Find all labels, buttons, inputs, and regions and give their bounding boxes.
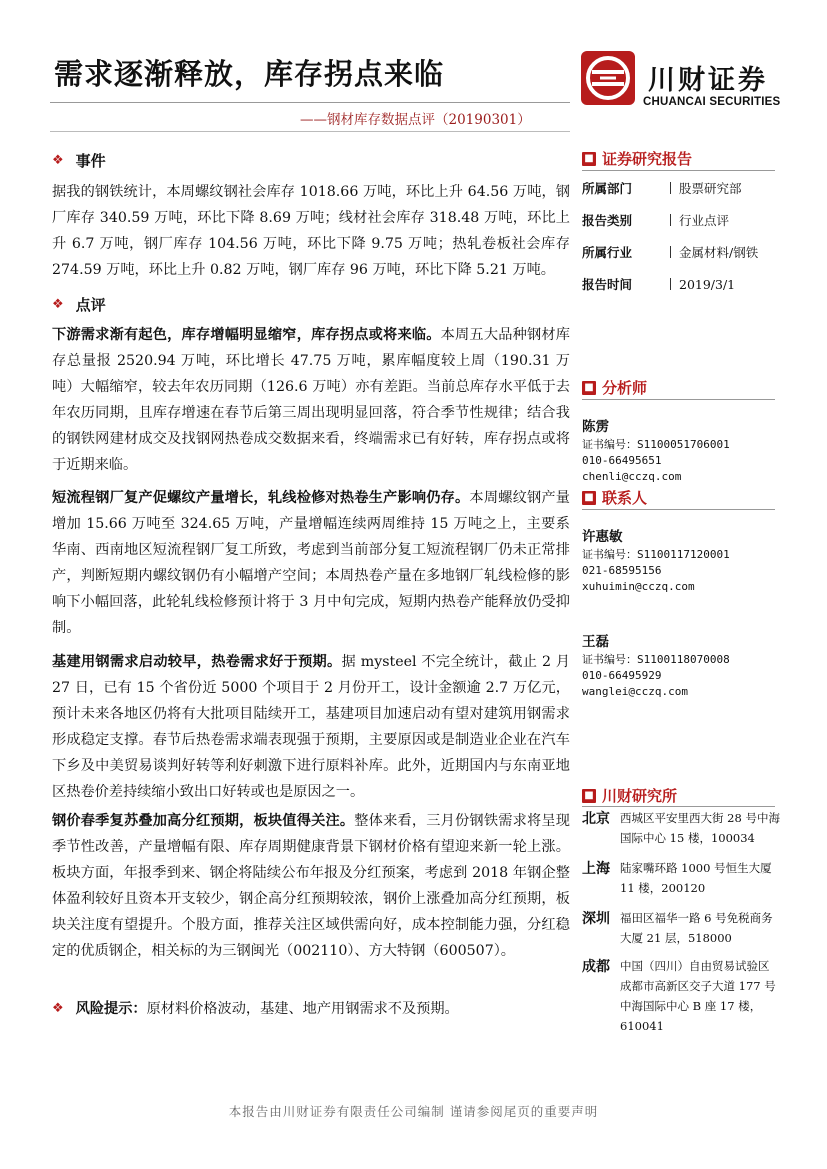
analyst-icon: ■ [582,381,596,395]
event-heading: ❖ 事件 [52,152,106,170]
analyst-section: ■ 分析师 [582,377,782,398]
sidebar-divider [582,170,775,171]
comment-paragraph-2: 短流程钢厂复产促螺纹产量增长，轧线检修对热卷生产影响仍存。本周螺纹钢产量增加 15.66 万吨至 324.65 万吨，产量增幅连续两周维持 15 万吨之上，主要系华南、西南地区短流程钢厂复工所致，考虑到当前部分复工短流程钢厂仍未正常排产，判断短期内螺纹钢仍有小幅增产空间；本周热卷产量在多地钢厂轧线检修的影响下小幅回落，此轮轧线检修预计将于 3 月中旬完成，短期内热卷产能释放仍受抑制。 [52,490,570,636]
comment-paragraph-4: 钢价春季复苏叠加高分红预期，板块值得关注。整体来看，三月份钢铁需求将呈现季节性改善，产量增幅有限、库存周期健康背景下钢材价格有望迎来新一轮上涨。板块方面，年报季到来、钢企将陆续公布年报及分红预案，考虑到 2018 年钢企整体盈利较好且资本开支较少，钢企高分红预期较浓，钢价上涨叠加高分红预期，板块关注度有望提升。个股方面，推荐关注区域供需向好，成本控制能力强，分红稳定的优质钢企，相关标的为三钢闽光（002110）、方大特钢（600507）。 [52,813,570,959]
info-row-department: 所属部门 股票研究部 [582,181,742,196]
sidebar-divider [582,509,775,510]
risk-warning: ❖ 风险提示：原材料价格波动，基建、地产用钢需求不及预期。 [52,1000,459,1017]
analyst-email[interactable]: chenli@cczq.com [582,470,682,483]
office-beijing: 北京 西城区平安里西大街 28 号中海国际中心 15 楼，100034 [582,811,780,845]
info-row-date: 报告时间 2019/3/1 [582,276,736,292]
info-row-industry: 所属行业 金属材料/钢铁 [582,245,759,260]
institute-section: ■ 川财研究所 [582,785,782,806]
sidebar-divider [582,399,775,400]
diamond-bullet-icon: ❖ [52,153,64,168]
contact-section: ■ 联系人 [582,487,782,508]
contact-card-1: 许惠敏 证书编号：S1100117120001 021-68595156 xuhuimin@cczq.com [582,525,782,595]
report-heading: ■ 证券研究报告 [582,148,782,169]
report-subtitle: ——钢材库存数据点评（20190301） [300,112,531,128]
brand-name-en: CHUANCAI SECURITIES [643,96,781,108]
comment-paragraph-3: 基建用钢需求启动较早，热卷需求好于预期。据 mysteel 不完全统计，截止 2 月 27 日，已有 15 个省份近 5000 个项目于 2 月份开工，设计金额逾 2.7 万亿元，预计未来各地区仍将有大批项目陆续开工，基建项目加速启动有望对建筑用钢需求形成稳定支撑。春节后热卷需求端表现强于预期，主要原因或是制造业企业在汽车下乡及中美贸易谈判好转等利好刺激下进行原料补库。此外，近期国内与东南亚地区热卷价差持续缩小致出口好转或也是原因之一。 [52,654,570,800]
contact-card-2: 王磊 证书编号：S1100118070008 010-66495929 wanglei@cczq.com [582,630,782,700]
diamond-bullet-icon: ❖ [52,297,64,312]
contact-icon: ■ [582,491,596,505]
sidebar-divider [582,806,775,807]
report-icon: ■ [582,152,596,166]
info-row-category: 报告类别 行业点评 [582,213,730,228]
analyst-card: 陈雳 证书编号：S1100051706001 010-66495651 chenli@cczq.com [582,415,782,485]
subtitle-divider [50,131,570,132]
office-shenzhen: 深圳 福田区福华一路 6 号免税商务大厦 21 层，518000 [582,911,773,945]
contact-email[interactable]: xuhuimin@cczq.com [582,580,695,593]
contact-email[interactable]: wanglei@cczq.com [582,685,688,698]
institute-icon: ■ [582,789,596,803]
report-title: 需求逐渐释放，库存拐点来临 [54,57,445,91]
brand-name-cn: 川财证券 [648,65,768,96]
comment-heading: ❖ 点评 [52,296,106,314]
office-shanghai: 上海 陆家嘴环路 1000 号恒生大厦 11 楼，200120 [582,861,772,895]
report-info-list [582,172,782,300]
title-divider [50,102,570,103]
footer-disclaimer: 本报告由川财证券有限责任公司编制 谨请参阅尾页的重要声明 [228,1104,599,1119]
event-paragraph: 据我的钢铁统计，本周螺纹钢社会库存 1018.66 万吨，环比上升 64.56 万吨，钢厂库存 340.59 万吨，环比下降 8.69 万吨；线材社会库存 318.48 万吨，环比上升 6.7 万吨，钢厂库存 104.56 万吨，环比下降 9.75 万吨；热轧卷板社会库存 274.59 万吨，环比上升 0.82 万吨，钢厂库存 96 万吨，环比下降 5.21 万吨。 [52,184,570,278]
report-info-panel [582,148,782,169]
chuancai-logo-icon [580,50,636,106]
diamond-bullet-icon: ❖ [52,1000,64,1016]
comment-paragraph-1: 下游需求渐有起色，库存增幅明显缩窄，库存拐点或将来临。本周五大品种钢材库存总量报 2520.94 万吨，环比增长 47.75 万吨，累库幅度较上周（190.31 万吨）大幅缩窄，较去年农历同期（126.6 万吨）亦有差距。当前总库存水平低于去年农历同期，且库存增速在春节后第三周出现明显回落，符合季节性规律；结合我的钢铁网建材成交及找钢网热卷成交数据来看，终端需求已有好转，库存拐点或将于近期来临。 [52,327,570,473]
office-chengdu: 成都 中国（四川）自由贸易试验区成都市高新区交子大道 177 号中海国际中心 B 座 17 楼，610041 [582,959,776,1033]
